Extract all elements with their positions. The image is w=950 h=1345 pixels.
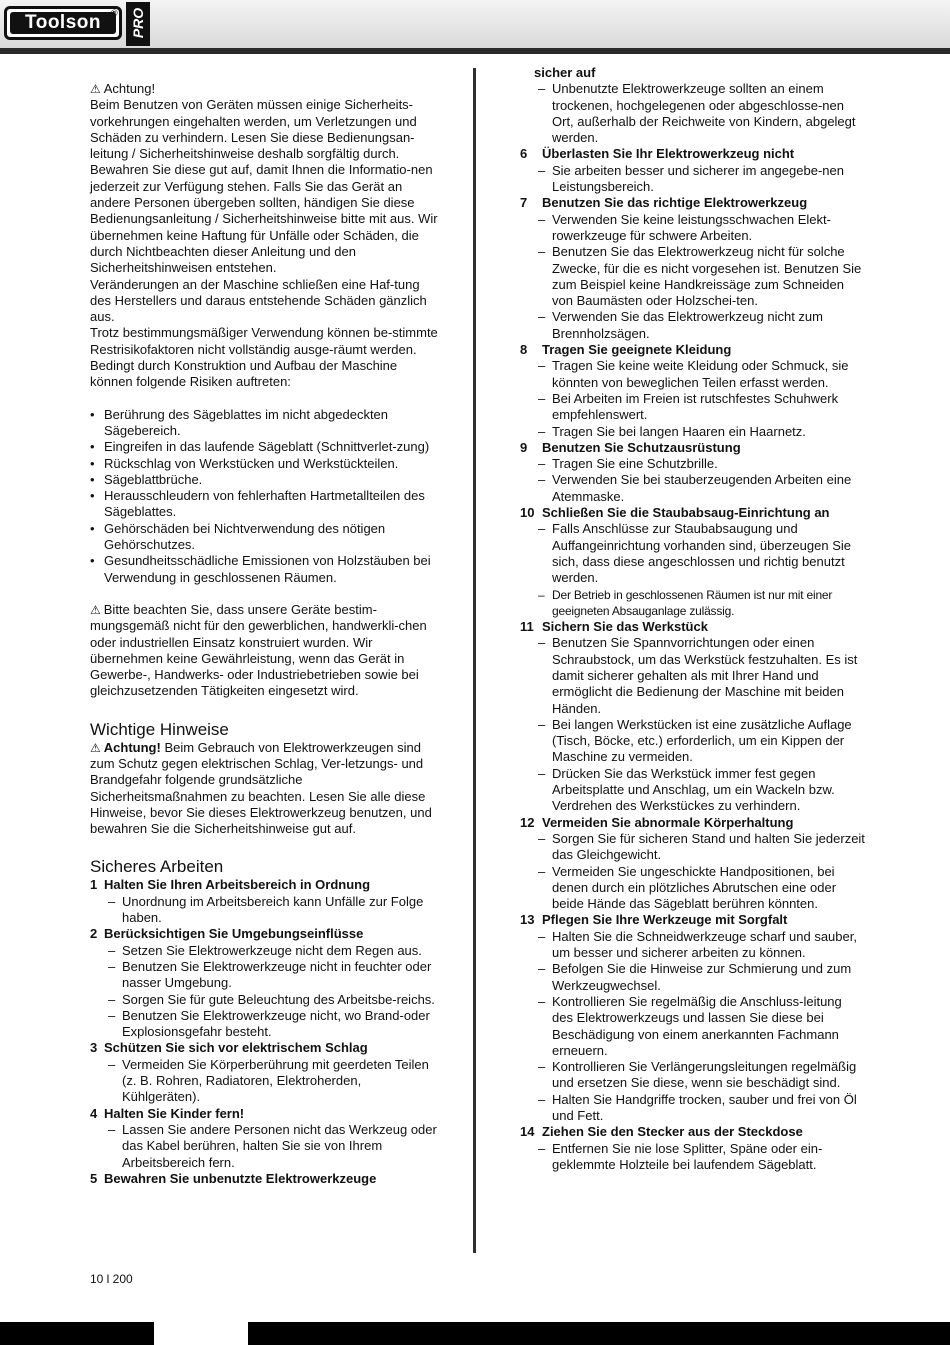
list-item: – Kontrollieren Sie regelmäßig die Anschluss-leitung des Elektrowerkzeugs und lassen Sie diese bei Beschädigung von einem anerkannten Fachmann erneuern. (520, 994, 865, 1059)
section-7 (520, 195, 865, 342)
column-divider (473, 68, 476, 1253)
section-12 (520, 815, 865, 913)
list-item: – Bei langen Werkstücken ist eine zusätzliche Auflage (Tisch, Böcke, etc.) erforderlich, um ein Kippen der Maschine zu vermeiden. (520, 717, 865, 766)
section-title: Schließen Sie die Staubabsaug-Einrichtung an (542, 505, 830, 521)
section-number: 8 (520, 342, 528, 358)
important-text: Beim Gebrauch von Elektrowerkzeugen sind zum Schutz gegen elektrischen Schlag, Ver-letzungs- und Brandgefahr folgende grundsätzliche Sicherheitsmaßnahmen zu beachten. Lesen Sie alle diese Hinweise, bevor Sie dieses Elektrowerkzeug benutzen, und bewahren Sie die Sicherheitshinweise gut auf. (90, 739, 432, 837)
warning-label: Achtung! (103, 81, 156, 96)
list-item: – Sorgen Sie für sicheren Stand und halten Sie jederzeit das Gleichgewicht. (520, 831, 865, 864)
section-title: Schützen Sie sich vor elektrischem Schlag (104, 1040, 368, 1056)
list-item: • Herausschleudern von fehlerhaften Hartmetallteilen des Sägeblattes. (90, 488, 440, 521)
list-item: – Sie arbeiten besser und sicherer im angegebe-nen Leistungsbereich. (520, 163, 865, 196)
list-item: – Halten Sie Handgriffe trocken, sauber und frei von Öl und Fett. (520, 1092, 865, 1125)
section-4 (90, 1106, 440, 1171)
list-item: • Berührung des Sägeblattes im nicht abgedeckten Sägebereich. (90, 407, 440, 440)
warning-triangle-icon: ⚠ (90, 82, 101, 96)
warning-triangle-icon: ⚠ (90, 602, 101, 617)
important-heading: Wichtige Hinweise (90, 719, 229, 739)
section-number: 9 (520, 439, 528, 455)
list-item: • Eingreifen in das laufende Sägeblatt (Schnittverlet-zung) (90, 439, 440, 455)
list-item: – Befolgen Sie die Hinweise zur Schmierung und zum Werkzeugwechsel. (520, 961, 865, 994)
list-item: – Benutzen Sie Elektrowerkzeuge nicht in feuchter oder nasser Umgebung. (90, 959, 440, 992)
section-title: Halten Sie Ihren Arbeitsbereich in Ordnung (104, 877, 371, 893)
section-14 (520, 1124, 865, 1173)
list-item: – Vermeiden Sie Körperberührung mit geerdeten Teilen (z. B. Rohren, Radiatoren, Elektroherden, Kühlgeräten). (90, 1057, 440, 1106)
continued-section-title: sicher auf (534, 65, 596, 80)
list-item: – Unordnung im Arbeitsbereich kann Unfälle zur Folge haben. (90, 894, 440, 927)
list-item: • Gesundheitsschädliche Emissionen von Holzstäuben bei Verwendung in geschlossenen Räumen. (90, 553, 440, 586)
list-item: – Verwenden Sie bei stauberzeugenden Arbeiten eine Atemmaske. (520, 472, 865, 505)
list-item: – Unbenutzte Elektrowerkzeuge sollten an einem trockenen, hochgelegenen oder abgeschlosse-nen Ort, außerhalb der Reichweite von Kindern, abgelegt werden. (520, 81, 865, 146)
list-item: – Der Betrieb in geschlossenen Räumen ist nur mit einer geeigneten Absauganlage zulässig. (520, 587, 865, 620)
pro-badge-text: PRO (130, 7, 146, 39)
brand-logo (4, 6, 122, 40)
footer-bar-right (248, 1322, 950, 1345)
important-label: Achtung! (103, 739, 161, 755)
list-item: – Falls Anschlüsse zur Staubabsaugung und Auffangeinrichtung vorhanden sind, überzeugen Sie sich, dass diese angeschlossen und richtig benutzt werden. (520, 521, 865, 586)
section-number: 13 (520, 912, 535, 928)
list-item: – Bei Arbeiten im Freien ist rutschfestes Schuhwerk empfehlenswert. (520, 391, 865, 424)
section-number: 1 (90, 877, 98, 893)
section-number: 3 (90, 1040, 98, 1056)
section-11 (520, 619, 865, 815)
section-title: Tragen Sie geeignete Kleidung (542, 342, 732, 358)
section-6 (520, 146, 865, 195)
list-item: – Vermeiden Sie ungeschickte Handpositionen, bei denen durch ein plötzliches Abrutschen eine oder beide Hände das Sägeblatt berühren könnten. (520, 864, 865, 913)
section-title: Halten Sie Kinder fern! (104, 1105, 245, 1121)
list-item: – Tragen Sie eine Schutzbrille. (520, 456, 865, 472)
list-item: – Lassen Sie andere Personen nicht das Werkzeug oder das Kabel berühren, halten Sie sie von Ihrem Arbeitsbereich fern. (90, 1122, 440, 1171)
section-title: Berücksichtigen Sie Umgebungseinflüsse (104, 926, 364, 942)
footer-bar-left (0, 1322, 154, 1345)
list-item: – Sorgen Sie für gute Beleuchtung des Arbeitsbe-reichs. (90, 992, 440, 1008)
notice-paragraph (90, 602, 440, 700)
section-1 (90, 877, 440, 926)
section-number: 10 (520, 505, 535, 521)
risk-list (90, 407, 440, 586)
list-item: – Setzen Sie Elektrowerkzeuge nicht dem Regen aus. (90, 943, 440, 959)
header-divider (0, 48, 950, 54)
section-number: 7 (520, 195, 528, 211)
list-item: – Kontrollieren Sie Verlängerungsleitungen regelmäßig und ersetzen Sie diese, wenn sie beschädigt sind. (520, 1059, 865, 1092)
section-title: Sichern Sie das Werkstück (542, 619, 708, 635)
modifications-paragraph: Veränderungen an der Maschine schließen eine Haf-tung des Herstellers und daraus entstehende Schäden gänzlich aus. (90, 276, 427, 325)
important-paragraph (90, 740, 440, 838)
registered-mark: ® (111, 8, 118, 18)
brand-logo-text: Toolson (10, 12, 116, 34)
section-title: Benutzen Sie das richtige Elektrowerkzeug (542, 195, 808, 211)
list-item: • Gehörschäden bei Nichtverwendung des nötigen Gehörschutzes. (90, 521, 440, 554)
section-13 (520, 912, 865, 1124)
section-number: 14 (520, 1124, 535, 1140)
warning-heading (90, 81, 440, 97)
section-title: Benutzen Sie Schutzausrüstung (542, 439, 741, 455)
section-number: 2 (90, 926, 98, 942)
safe-work-heading: Sicheres Arbeiten (90, 857, 224, 877)
intro-paragraph: Beim Benutzen von Geräten müssen einige Sicherheits-vorkehrungen eingehalten werden, um Verletzungen und Schäden zu verhindern. Lesen Sie diese Bedienungsan-leitung / Sicherheitshinweise deshalb sorgfältig durch. Bewahren Sie diese gut auf, damit Ihnen die Informatio-nen jederzeit zur Verfügung stehen. Falls Sie das Gerät an andere Personen übergeben sollten, händigen Sie diese Bedienungsanleitung / Sicherheitshinweise bitte mit aus. Wir übernehmen keine Haftung für Unfälle oder Schäden, die durch Nichtbeachten dieser Anleitung und den Sicherheitshinweisen entstehen. (90, 97, 438, 276)
list-item: • Rückschlag von Werkstücken und Werkstückteilen. (90, 456, 440, 472)
section-title: Überlasten Sie Ihr Elektrowerkzeug nicht (542, 146, 795, 162)
pro-badge (126, 2, 150, 46)
section-title: Vermeiden Sie abnormale Körperhaltung (542, 814, 794, 830)
section-number: 6 (520, 146, 528, 162)
section-3 (90, 1040, 440, 1105)
left-column (90, 81, 440, 1187)
list-item: • Sägeblattbrüche. (90, 472, 440, 488)
section-5 (90, 1171, 440, 1187)
list-item: – Tragen Sie keine weite Kleidung oder Schmuck, sie könnten von beweglichen Teilen erfasst werden. (520, 358, 865, 391)
section-number: 4 (90, 1105, 98, 1121)
right-column (520, 65, 865, 1173)
list-item: – Benutzen Sie Elektrowerkzeuge nicht, wo Brand-oder Explosionsgefahr besteht. (90, 1008, 440, 1041)
section-title: Ziehen Sie den Stecker aus der Steckdose (542, 1124, 803, 1140)
list-item: – Benutzen Sie das Elektrowerkzeug nicht für solche Zwecke, für die es nicht vorgesehen ist. Benutzen Sie zum Beispiel keine Handkreissäge zum Schneiden von Baumästen oder Holzschei-ten. (520, 244, 865, 309)
warning-triangle-icon: ⚠ (90, 740, 101, 755)
section-number: 11 (520, 619, 534, 635)
list-item: – Tragen Sie bei langen Haaren ein Haarnetz. (520, 424, 865, 440)
section-title: Pflegen Sie Ihre Werkzeuge mit Sorgfalt (542, 912, 788, 928)
list-item: – Halten Sie die Schneidwerkzeuge scharf und sauber, um besser und sicherer arbeiten zu können. (520, 929, 865, 962)
section-10 (520, 505, 865, 619)
section-9 (520, 440, 865, 505)
notice-text: Bitte beachten Sie, dass unsere Geräte bestim-mungsgemäß nicht für den gewerblichen, handwerkli-chen oder industriellen Einsatz konstruiert wurden. Wir übernehmen keine Gewährleistung, wenn das Gerät in Gewerbe-, Handwerks- oder Industriebetrieben sowie bei gleichzusetzenden Tätigkeiten eingesetzt wird. (90, 601, 427, 699)
section-8 (520, 342, 865, 440)
list-item: – Verwenden Sie das Elektrowerkzeug nicht zum Brennholzsägen. (520, 309, 865, 342)
section-title: Bewahren Sie unbenutzte Elektrowerkzeuge (104, 1170, 377, 1186)
section-number: 5 (90, 1170, 98, 1186)
page-number: 10 l 200 (90, 1272, 133, 1286)
list-item: – Verwenden Sie keine leistungsschwachen Elekt-rowerkzeuge für schwere Arbeiten. (520, 212, 865, 245)
list-item: – Benutzen Sie Spannvorrichtungen oder einen Schraubstock, um das Werkstück festzuhalten. Es ist damit sicherer gehalten als mit Ihrer Hand und ermöglicht die Bedienung der Maschine mit beiden Händen. (520, 635, 865, 716)
residual-risk-paragraph: Trotz bestimmungsmäßiger Verwendung können be-stimmte Restrisikofaktoren nicht vollständig ausge-räumt werden. Bedingt durch Konstruktion und Aufbau der Maschine können folgende Risiken auftreten: (90, 325, 438, 390)
section-number: 12 (520, 814, 535, 830)
list-item: – Entfernen Sie nie lose Splitter, Späne oder ein-geklemmte Holzteile bei laufendem Sägeblatt. (520, 1141, 865, 1174)
section-2 (90, 926, 440, 1040)
list-item: – Drücken Sie das Werkstück immer fest gegen Arbeitsplatte und Anschlag, um ein Wackeln bzw. Verdrehen des Werkstückes zu verhindern. (520, 766, 865, 815)
